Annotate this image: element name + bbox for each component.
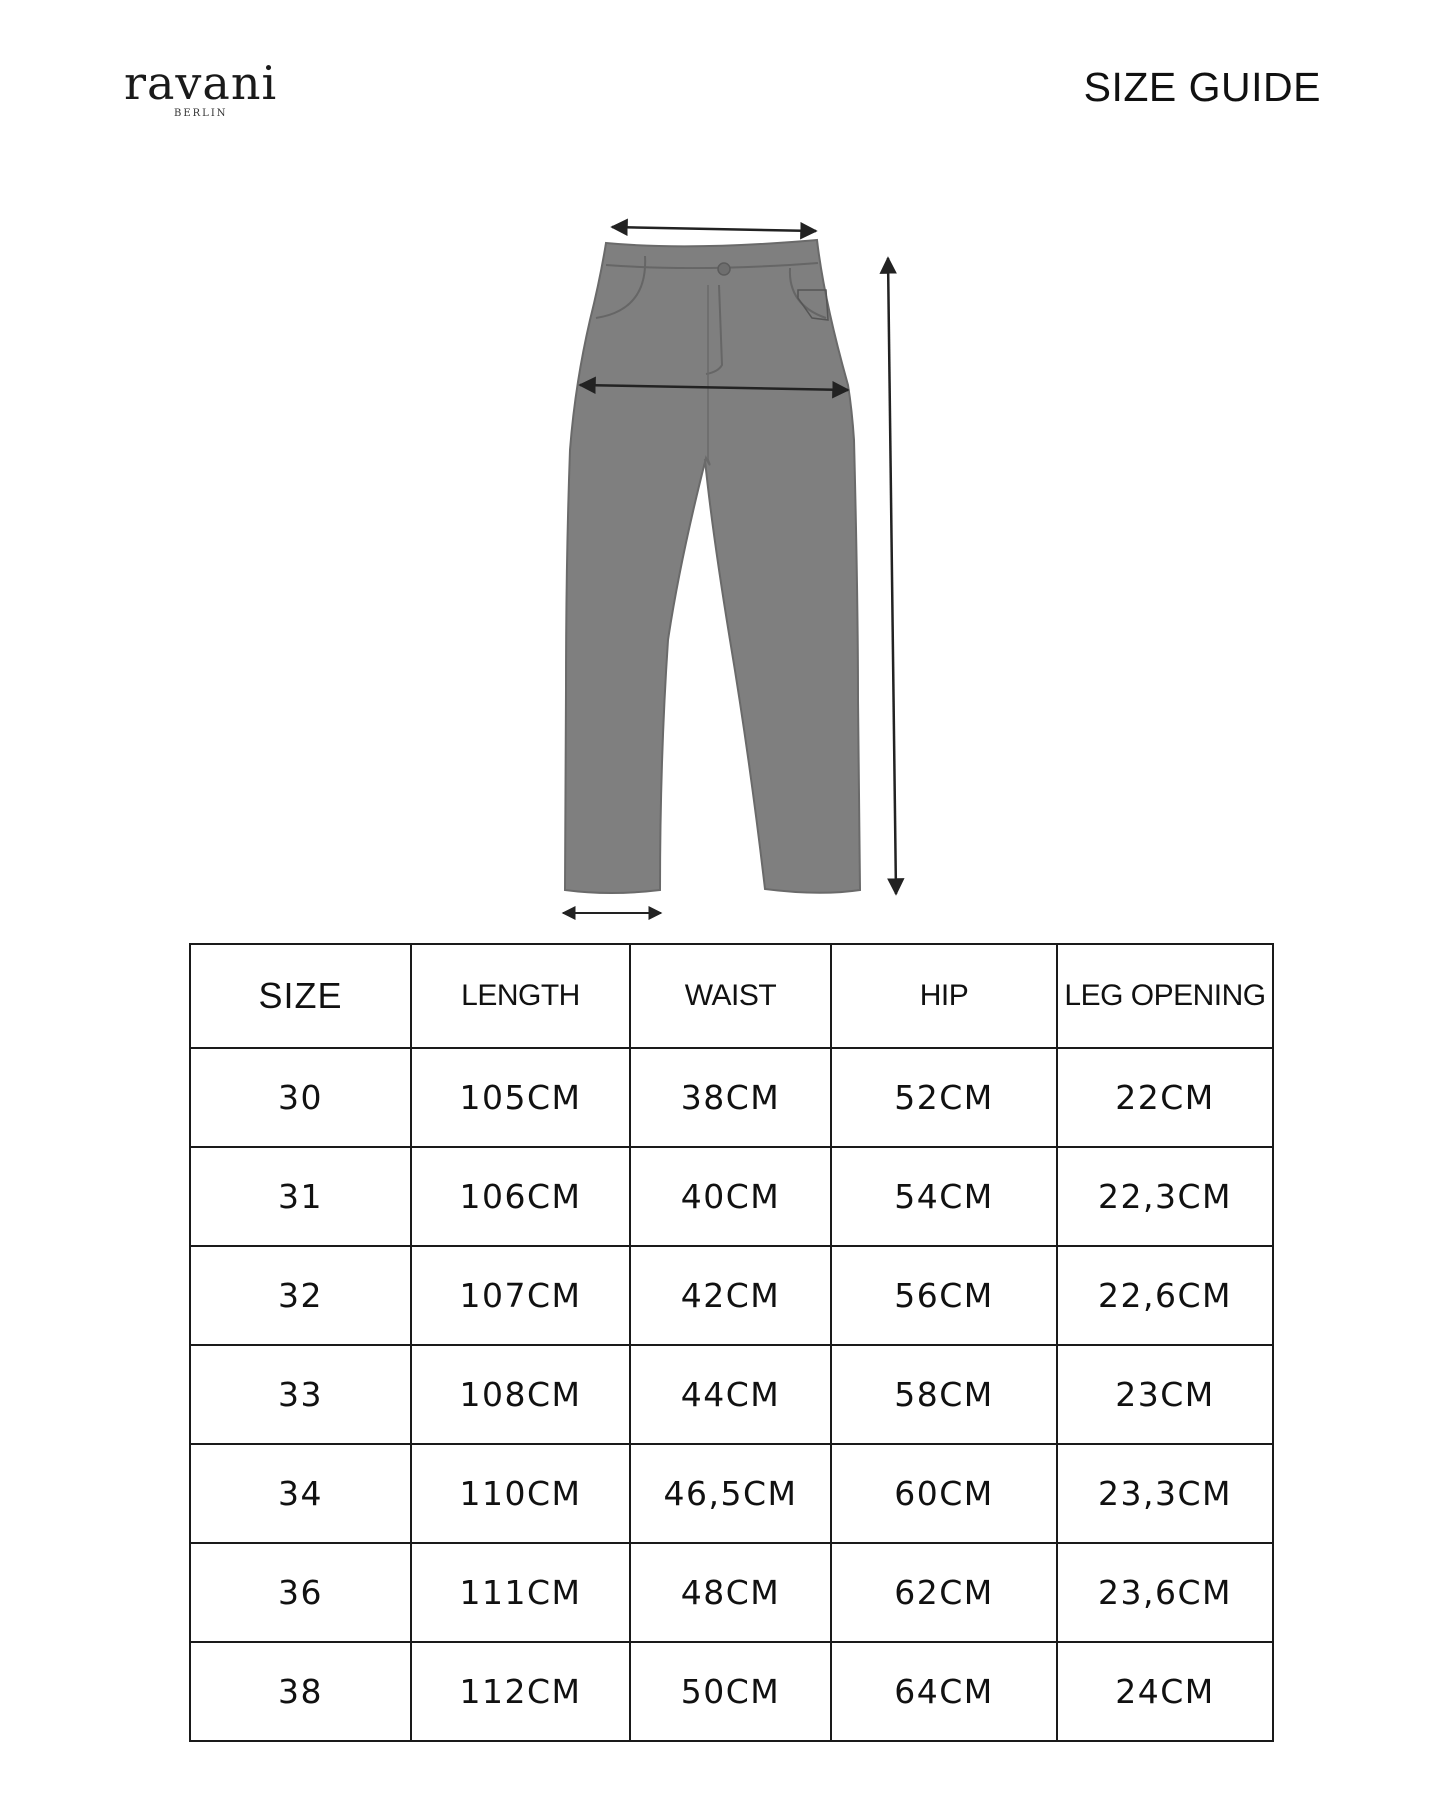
cell-hip: 52CM	[831, 1048, 1057, 1147]
cell-hip: 56CM	[831, 1246, 1057, 1345]
page-title: SIZE GUIDE	[1083, 64, 1321, 110]
cell-waist: 48CM	[630, 1543, 831, 1642]
cell-hip: 60CM	[831, 1444, 1057, 1543]
cell-size: 36	[190, 1543, 411, 1642]
cell-leg-opening: 23,6CM	[1057, 1543, 1273, 1642]
cell-leg-opening: 24CM	[1057, 1642, 1273, 1741]
waist-arrow	[612, 227, 816, 231]
header-size: SIZE	[190, 944, 411, 1048]
cell-waist: 42CM	[630, 1246, 831, 1345]
cell-length: 110CM	[411, 1444, 630, 1543]
cell-length: 112CM	[411, 1642, 630, 1741]
cell-length: 108CM	[411, 1345, 630, 1444]
cell-length: 111CM	[411, 1543, 630, 1642]
cell-leg-opening: 23,3CM	[1057, 1444, 1273, 1543]
table-row	[190, 1345, 1273, 1444]
header-leg-opening: LEG OPENING	[1057, 944, 1273, 1048]
header-waist: WAIST	[630, 944, 831, 1048]
table-row	[190, 1444, 1273, 1543]
table-header-row	[190, 944, 1273, 1048]
size-table	[189, 943, 1274, 1742]
table-row	[190, 1642, 1273, 1741]
table-row	[190, 1543, 1273, 1642]
cell-length: 106CM	[411, 1147, 630, 1246]
header-hip: HIP	[831, 944, 1057, 1048]
cell-waist: 46,5CM	[630, 1444, 831, 1543]
button-icon	[718, 263, 730, 275]
pants-silhouette	[565, 240, 860, 893]
cell-leg-opening: 22,6CM	[1057, 1246, 1273, 1345]
cell-size: 30	[190, 1048, 411, 1147]
cell-leg-opening: 22,3CM	[1057, 1147, 1273, 1246]
cell-leg-opening: 22CM	[1057, 1048, 1273, 1147]
cell-size: 31	[190, 1147, 411, 1246]
cell-waist: 38CM	[630, 1048, 831, 1147]
cell-length: 107CM	[411, 1246, 630, 1345]
cell-hip: 62CM	[831, 1543, 1057, 1642]
table-row	[190, 1246, 1273, 1345]
table-row	[190, 1048, 1273, 1147]
length-arrow	[888, 258, 896, 894]
brand-name: ravani	[124, 56, 278, 110]
header-length: LENGTH	[411, 944, 630, 1048]
cell-waist: 40CM	[630, 1147, 831, 1246]
cell-size: 32	[190, 1246, 411, 1345]
cell-size: 38	[190, 1642, 411, 1741]
cell-waist: 50CM	[630, 1642, 831, 1741]
cell-waist: 44CM	[630, 1345, 831, 1444]
cell-length: 105CM	[411, 1048, 630, 1147]
cell-hip: 54CM	[831, 1147, 1057, 1246]
cell-leg-opening: 23CM	[1057, 1345, 1273, 1444]
cell-size: 33	[190, 1345, 411, 1444]
table-row	[190, 1147, 1273, 1246]
cell-hip: 58CM	[831, 1345, 1057, 1444]
brand-city: BERLIN	[174, 108, 228, 119]
cell-hip: 64CM	[831, 1642, 1057, 1741]
cell-size: 34	[190, 1444, 411, 1543]
